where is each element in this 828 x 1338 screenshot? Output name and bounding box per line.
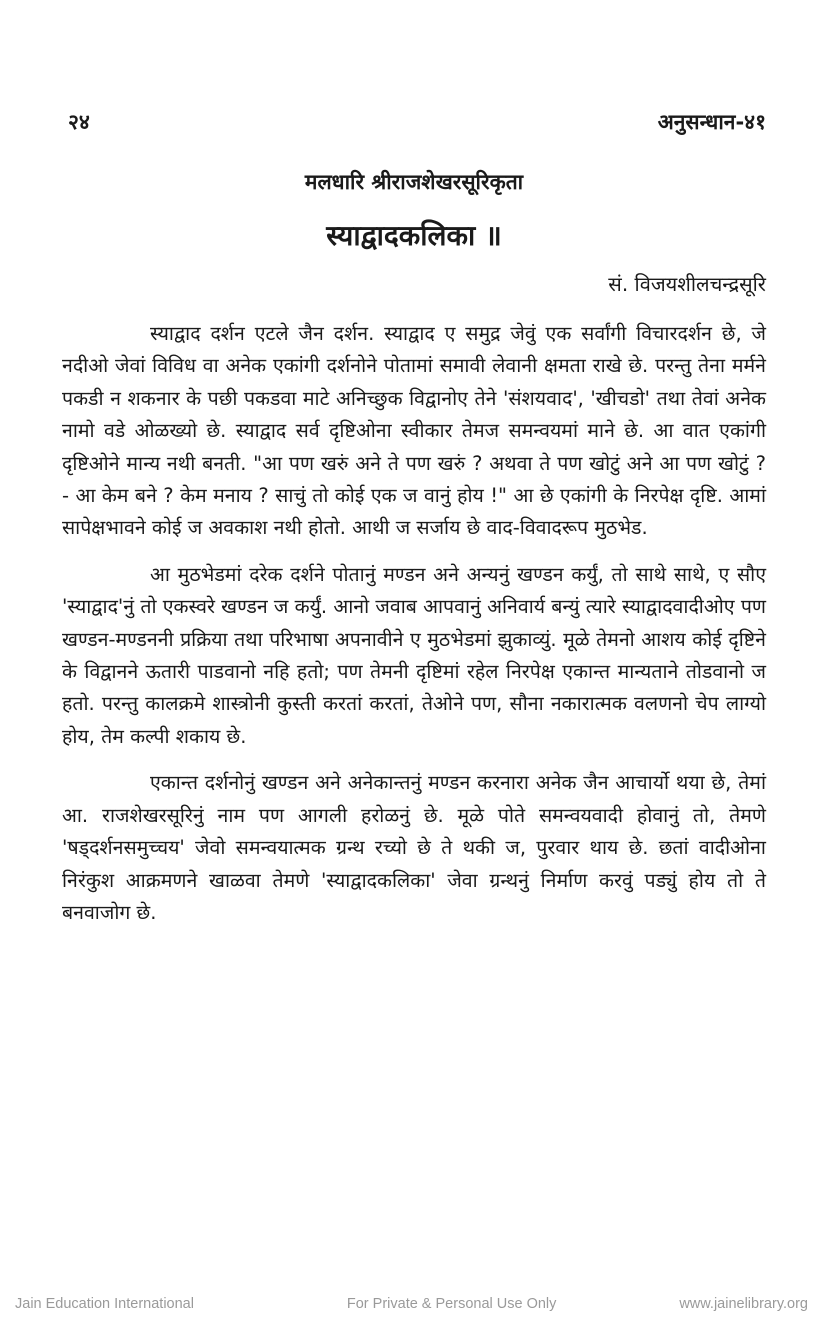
article-body	[62, 318, 766, 929]
page-header	[68, 104, 766, 140]
editor-credit: सं. विजयशीलचन्द्रसूरि	[608, 272, 766, 296]
page-footer	[15, 1296, 808, 1312]
paragraph-3: एकान्त दर्शनोनुं खण्डन अने अनेकान्तनुं मण्डन करनारा अनेक जैन आचार्यो थया छे, तेमां आ. राजशेखरसूरिनुं नाम पण आगली हरोळनुं छे. मूळे पोते समन्वयवादी होवानुं तो, तेमणे 'षड्दर्शनसमुच्चय' जेवो समन्वयात्मक ग्रन्थ रच्यो छे ते थकी ज, पुरवार थाय छे. छतां वादीओना निरंकुश आक्रमणने खाळवा तेमणे 'स्याद्वादकलिका' जेवा ग्रन्थनुं निर्माण करवुं पड्युं होय तो ते बनवाजोग छे.	[62, 771, 766, 924]
footer-website-link[interactable]: www.jainelibrary.org	[679, 1296, 808, 1312]
page-number: २४	[68, 110, 90, 134]
paragraph-2: आ मुठभेडमां दरेक दर्शने पोतानुं मण्डन अने अन्यनुं खण्डन कर्युं, तो साथे साथे, ए सौए 'स्याद्वाद'नुं तो एकस्वरे खण्डन ज कर्युं. आनो जवाब आपवानुं अनिवार्य बन्युं त्यारे स्याद्वादवादीओए पण खण्डन-मण्डननी प्रक्रिया तथा परिभाषा अपनावीने ए मुठभेडमां झुकाव्युं. मूळे तेमनो आशय कोई दृष्टिने के विद्वानने ऊतारी पाडवानो नहि हतो; पण तेमनी दृष्टिमां रहेल निरपेक्ष एकान्त मान्यताने तोडवानो ज हतो. परन्तु कालक्रमे शास्त्रोनी कुस्ती करतां करतां, तेओने पण, सौना नकारात्मक वलणनो चेप लाग्यो होय, तेम कल्पी शकाय छे.	[62, 562, 766, 748]
page-title: स्याद्वादकलिका ॥	[326, 219, 502, 252]
footer-publisher: Jain Education International	[15, 1296, 194, 1312]
footer-usage-note: For Private & Personal Use Only	[346, 1296, 557, 1312]
work-attribution: मलधारि श्रीराजशेखरसूरिकृता	[304, 170, 524, 194]
journal-title: अनुसन्धान-४१	[657, 110, 766, 134]
paragraph-1: स्याद्वाद दर्शन एटले जैन दर्शन. स्याद्वाद ए समुद्र जेवुं एक सर्वांगी विचारदर्शन छे, जे नदीओ जेवां विविध वा अनेक एकांगी दर्शनोने पोतामां समावी लेवानी क्षमता राखे छे. परन्तु तेना मर्मने पकडी न शकनार के पछी पकडवा माटे अनिच्छुक विद्वानोए तेने 'संशयवाद', 'खीचडो' तथा तेवां अनेक नामो वडे ओळख्यो छे. स्याद्वाद सर्व दृष्टिओना स्वीकार तेमज समन्वयमां माने छे. आ वात एकांगी दृष्टिओने मान्य नथी बनती. "आ पण खरुं अने ते पण खरुं ? अथवा ते पण खोटुं अने आ पण खोटुं ? - आ केम बने ? केम मनाय ? साचुं तो कोई एक ज वानुं होय !" आ छे एकांगी के निरपेक्ष दृष्टि. आमां सापेक्षभावने कोई ज अवकाश नथी होतो. आथी ज सर्जाय छे वाद-विवादरूप मुठभेड.	[62, 322, 766, 540]
